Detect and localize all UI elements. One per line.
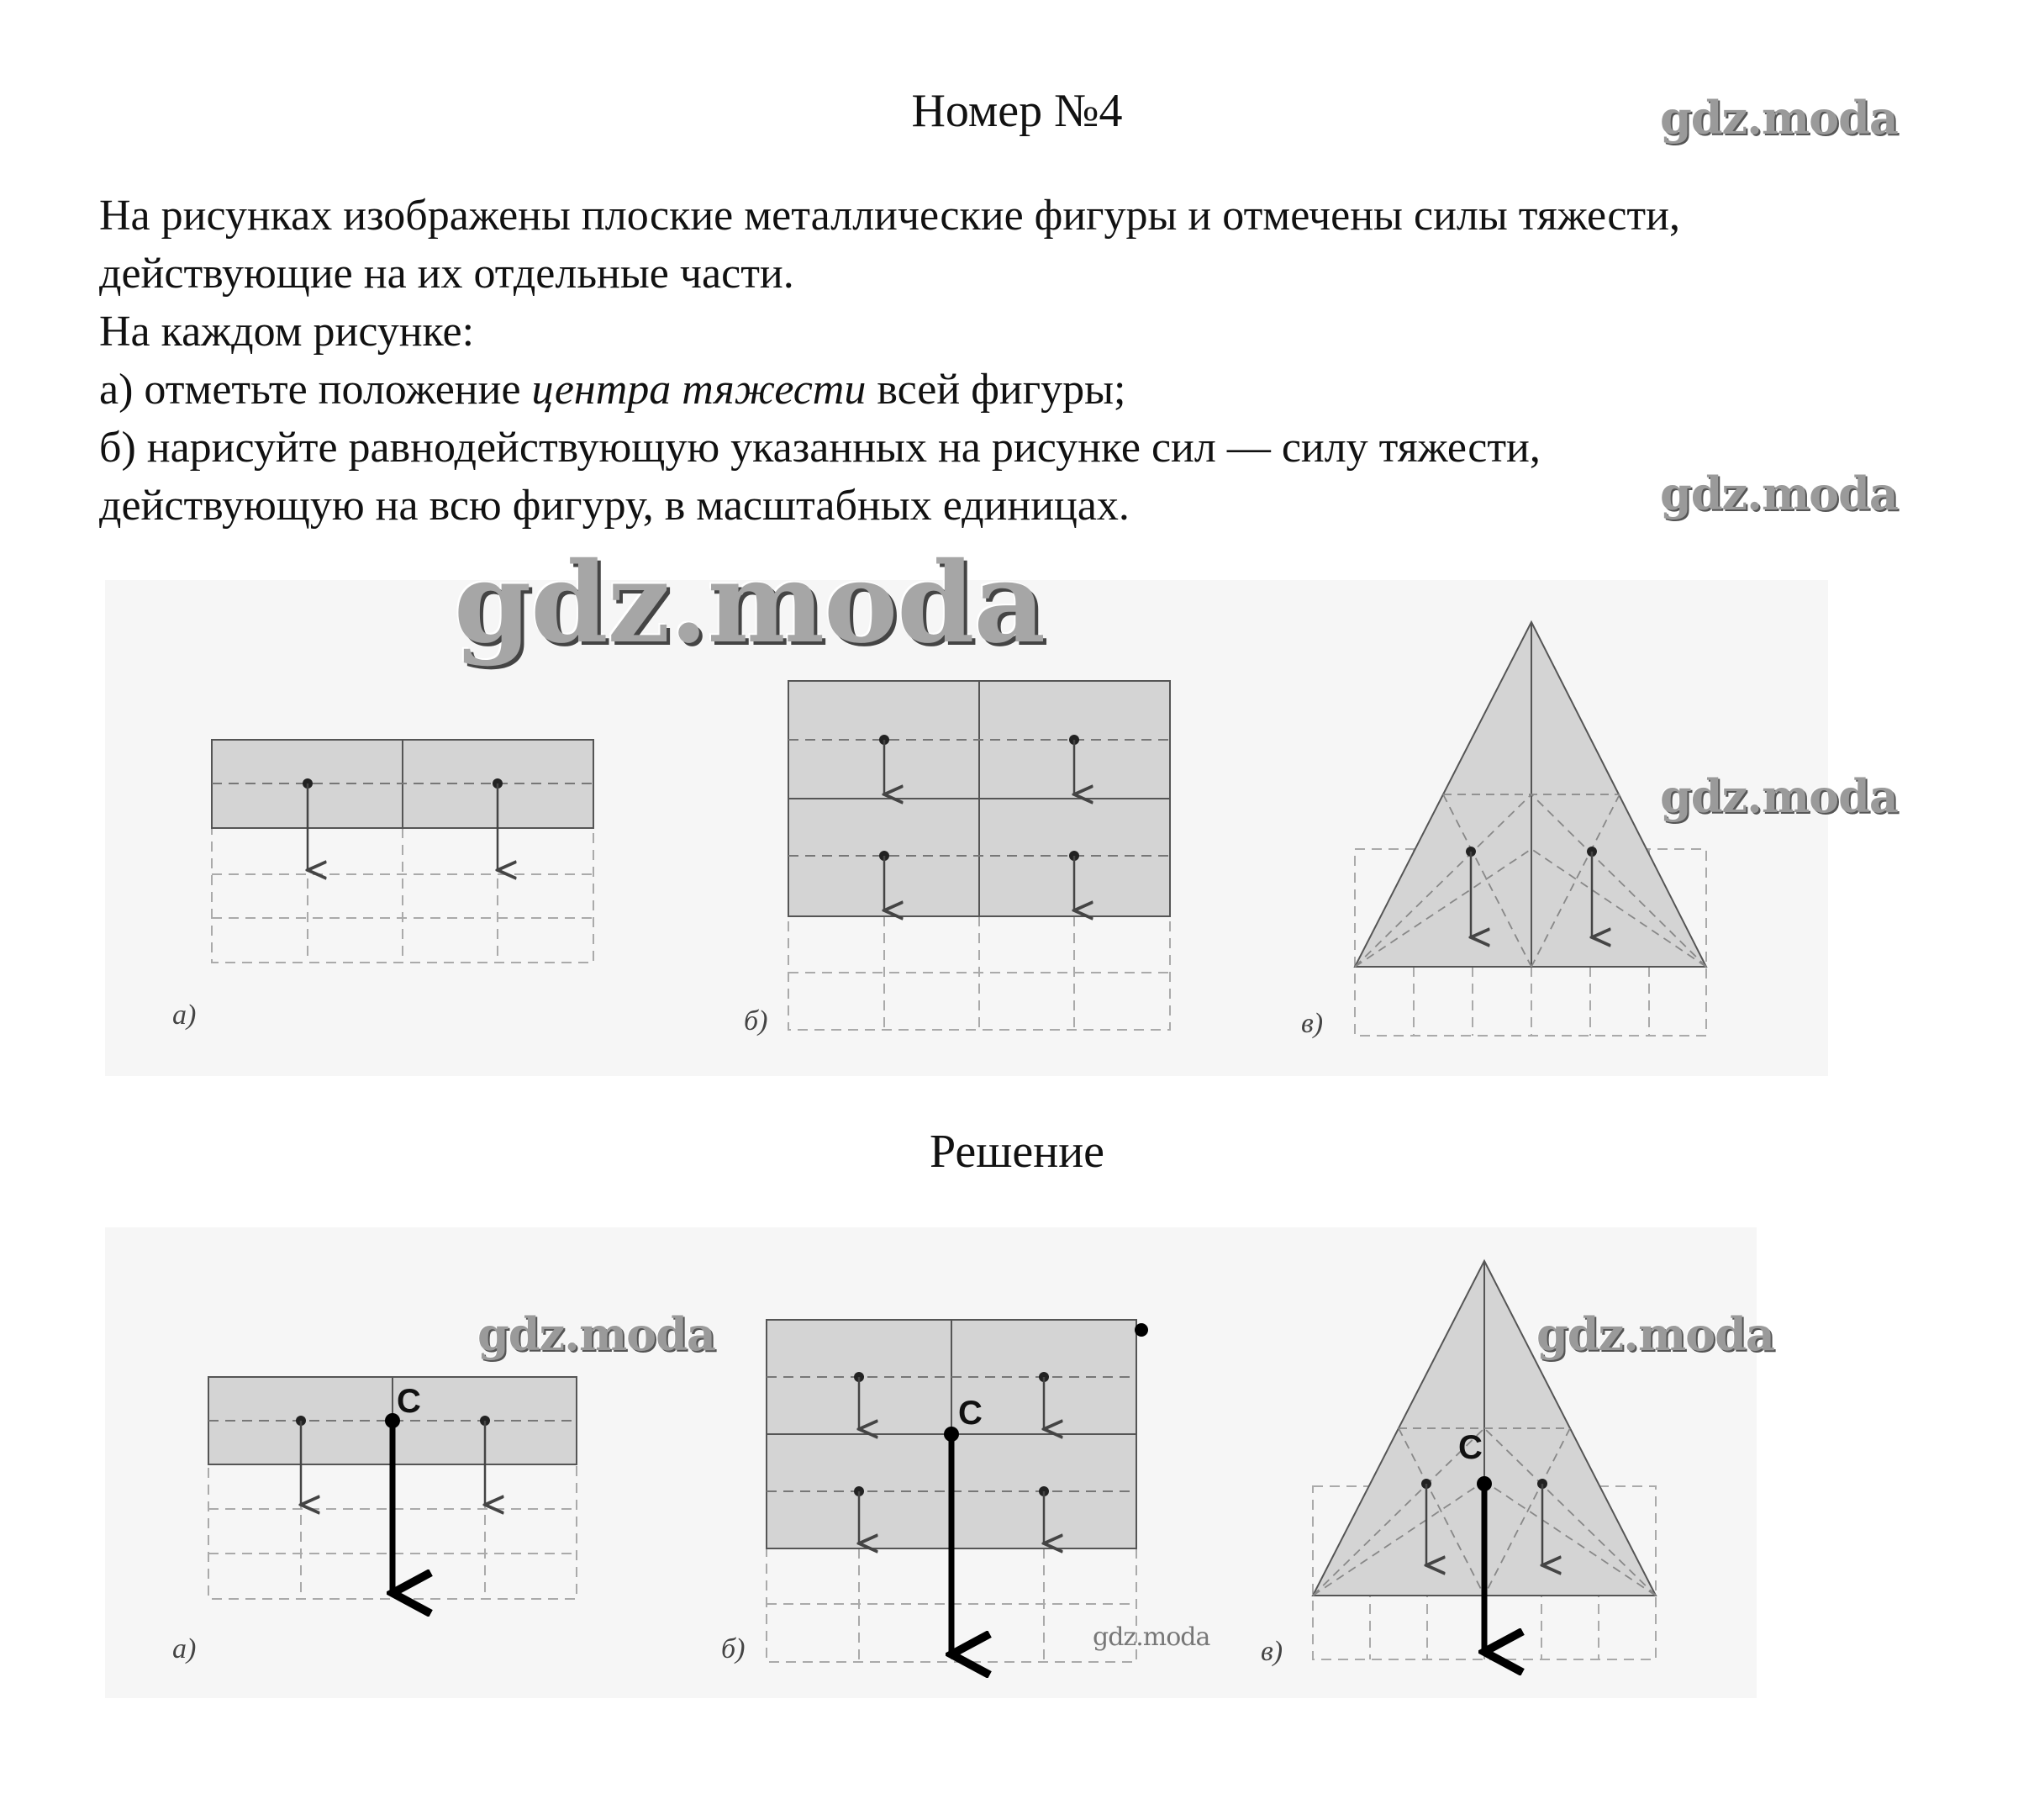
watermark: gdz.moda — [1660, 467, 1898, 520]
figure-caption: а) — [172, 1633, 197, 1664]
watermark: gdz.moda — [1536, 1307, 1774, 1361]
figure-caption: в) — [1301, 1008, 1324, 1039]
solution-title: Решение — [929, 1126, 1105, 1178]
grid-dashed — [788, 916, 1170, 1030]
figure-caption: б) — [721, 1633, 746, 1664]
task-line: действующие на их отдельные части. — [99, 250, 794, 298]
figure-caption: в) — [1261, 1636, 1283, 1667]
task-line-part: всей фигуры; — [866, 366, 1126, 414]
task-line: б) нарисуйте равнодействующую указанных на рисунке сил — силу тяжести, — [99, 424, 1541, 472]
problem-figure-a — [172, 740, 593, 1031]
center-of-gravity-label: C — [397, 1383, 421, 1420]
task-line-part: а) отметьте положение — [99, 366, 532, 414]
watermark: gdz.moda — [1660, 91, 1898, 145]
center-of-gravity-label: C — [1458, 1429, 1483, 1466]
center-of-gravity-label: C — [958, 1395, 983, 1432]
problem-figure-c — [1301, 622, 1706, 1039]
grid-dashed — [212, 828, 593, 963]
figure-caption: б) — [744, 1005, 768, 1037]
marker-dot — [1135, 1323, 1148, 1337]
task-line: На каждом рисунке: — [99, 308, 475, 356]
page-title: Номер №4 — [911, 85, 1123, 137]
watermark: gdz.moda — [1660, 769, 1898, 823]
task-line: На рисунках изображены плоские металлические фигуры и отмечены силы тяжести, — [99, 192, 1680, 240]
task-line: действующую на всю фигуру, в масштабных единицах. — [99, 482, 1130, 530]
figure-caption: а) — [172, 1000, 197, 1031]
watermark: gdz.moda — [1093, 1622, 1210, 1652]
task-term-center-of-gravity: центра тяжести — [531, 366, 867, 414]
watermark: gdz.moda — [477, 1307, 715, 1361]
watermark: gdz.moda — [454, 538, 1046, 668]
problem-figure-b — [744, 681, 1170, 1037]
